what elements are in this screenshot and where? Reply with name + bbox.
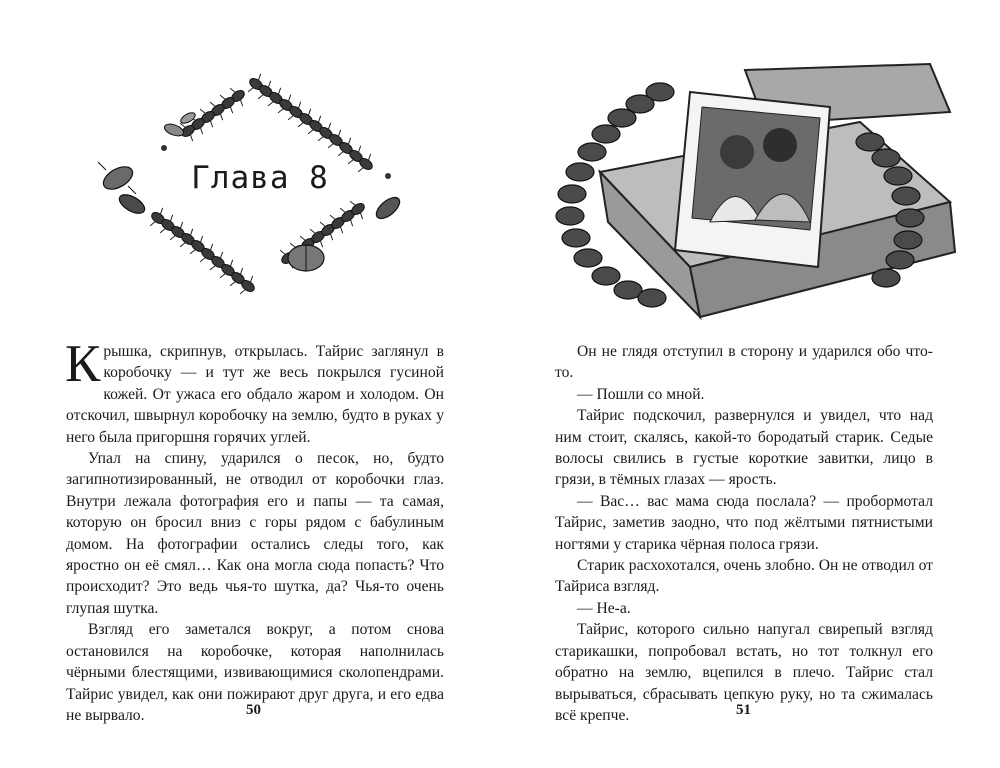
beetle-right [373,194,403,223]
dot-bug [161,145,167,151]
drop-cap: К [65,335,101,393]
right-page [500,0,1000,768]
paragraph: Старик расхохотался, очень злобно. Он не отводил от Тайриса взгляд. [555,557,933,596]
paragraph: — Не-а. [577,599,631,617]
centipede-bottom-left [146,205,260,299]
tin-box-photo-illustration [530,52,970,330]
right-body-text [555,341,933,726]
beetle-bottom [288,245,324,271]
paragraph: Крышка, скрипнув, открылась. Тайрис заглянул в коробочку — и тут же весь покрылся гусиной кожей. От ужаса его обдало жаром и холодом. Он отскочил, швырнул коробочку на землю, будто в руках у него была пригоршня горячих углей. [65,335,444,446]
paragraph: Он не глядя отступил в сторону и ударился обо что-то. [555,343,933,382]
page-number: 51 [736,702,751,718]
paragraph: Упал на спину, ударился о песок, но, будто загипнотизированный, не отводил от коробочки глаз. Внутри лежала фотография его и папы — та самая, которую он бросил вниз с горы рядом с бабулиным домом. На фотографии остались следы того, как яростно он её смял… Как она могла сюда попасть? Что происходит? Это ведь чья-то шутка, да? Чья-то очень глупая шутка. [66,450,444,617]
left-body-text [65,335,444,726]
paragraph: — Вас… вас мама сюда послала? — пробормотал Тайрис, заметив заодно, что под жёлтыми пятнистыми ногтями у старика чёрная полоса грязи. [555,492,933,553]
paragraph: — Пошли со мной. [577,385,705,403]
paragraph: Взгляд его заметался вокруг, а потом снова остановился на коробочке, которая наполнилась чёрными блестящими, извивающимися сколопендрами. Тайрис увидел, как они пожирают друг друга, и его едва не вырвало. [66,621,444,724]
beetle-left [98,162,136,194]
photograph [675,92,830,267]
page-number: 50 [246,702,261,718]
dot-bug [385,173,391,179]
beetle-left-lower [116,191,147,217]
chapter-title: Глава 8 [191,160,329,196]
paragraph: Тайрис подскочил, развернулся и увидел, что над ним стоит, скалясь, какой-то бородатый старик. Седые волосы свились в густые короткие завитки, лицо в грязи, в тёмных глазах — ярость. [555,407,933,489]
paragraph: Тайрис, которого сильно напугал свирепый взгляд старикашки, попробовал встать, но тот толкнул его обратно на землю, вцепился в плечо. Тайрис стал вырываться, сбрасывать цепкую руку, но та сжималась всё крепче. [555,621,933,724]
